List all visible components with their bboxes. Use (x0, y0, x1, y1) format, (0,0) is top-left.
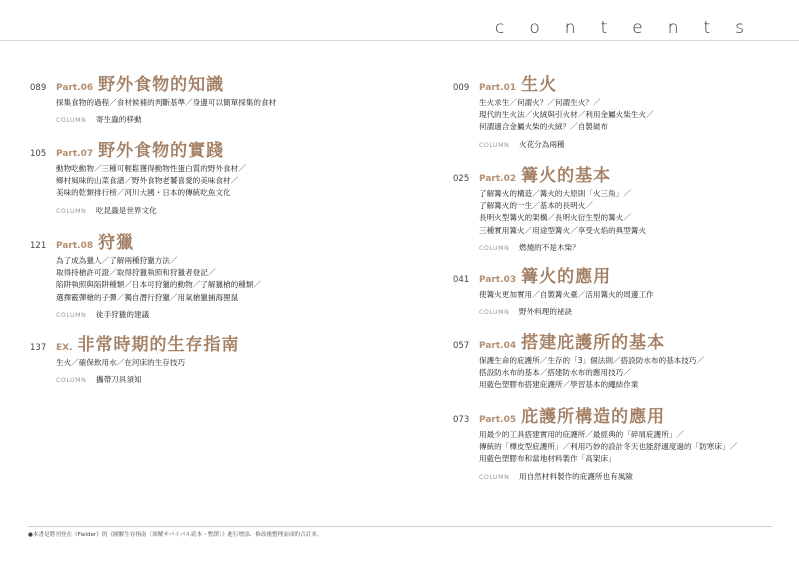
part-label: Part.07 (56, 149, 94, 159)
topic-line: 用藍色塑膠布搭建庇護所／學習基本的繩結作業 (479, 380, 639, 390)
part-title: 狩獵 (98, 233, 135, 253)
page-number: 137 (30, 343, 47, 353)
topic-line: 搭設防水布的基本／搭建防水布的應用技巧／ (479, 368, 631, 378)
topic-line: 陷阱執照與陷阱種類／日本可狩獵的動物／了解獵槍的種類／ (56, 280, 262, 290)
toc-entry-part05[interactable] (453, 402, 773, 482)
column-title: 吃昆蟲是世界文化 (96, 205, 157, 215)
bottom-rule (28, 526, 772, 527)
column-tag: COLUMN (56, 117, 87, 125)
part-label: Part.03 (479, 275, 517, 285)
part-title: 野外食物的實踐 (98, 141, 225, 161)
toc-entry-part06[interactable] (30, 70, 400, 125)
column-tag: COLUMN (56, 311, 87, 319)
page-number: 089 (30, 83, 47, 93)
toc-entry-ex[interactable] (30, 330, 400, 385)
part-title: 篝火的應用 (521, 267, 612, 287)
page-number: 121 (30, 241, 47, 251)
topic-line: 採集食物的過程／食材候補的判斷基準／身邊可以簡單採集的食材 (56, 98, 277, 107)
topic-line: 了解篝火的一生／基本的長明火／ (479, 201, 593, 211)
topic-line: 動物吃動物／三種可輕鬆獲得動物性蛋白質的野外食材／ (56, 164, 246, 173)
toc-entry-part01[interactable] (453, 70, 773, 150)
topic-line: 現代的生火法／火絨與引火材／利用金屬火柴生火／ (479, 110, 654, 120)
column-tag: COLUMN (479, 244, 510, 252)
part-title: 搭建庇護所的基本 (521, 333, 666, 353)
part-label: Part.05 (479, 415, 517, 425)
column-title: 寄生蟲的移動 (96, 115, 142, 125)
part-title: 生火 (521, 75, 558, 95)
column-tag: COLUMN (479, 309, 510, 317)
topic-line: 了解篝火的構造／篝火的大原則「火三角」／ (479, 189, 631, 198)
topic-line: 何謂適合金屬火柴的火絨？／自製破布 (479, 122, 609, 132)
column-tag: COLUMN (56, 377, 87, 385)
page-number: 041 (453, 275, 470, 285)
topic-line: 用最少的工具搭建實用的庇護所／最經典的「碎屑庇護所」／ (479, 430, 685, 439)
column-title: 徒手狩獵的建議 (96, 309, 150, 319)
toc-entry-part08[interactable] (30, 228, 400, 320)
column-title: 攜帶刀具須知 (96, 375, 142, 385)
part-label: Part.02 (479, 174, 517, 184)
topic-line: 取得持槍許可證／取得狩獵執照和狩獵者登記／ (56, 268, 216, 278)
page-number: 105 (30, 149, 47, 159)
topic-line: 美味的乾類排行榜／河川大國・日本的傳統吃魚文化 (56, 188, 231, 198)
contents-heading: contents (495, 18, 769, 38)
topic-line: 傳統的「樺皮型庇護所」／利用巧妙的設計冬天也能舒適度過的「防寒床」／ (479, 442, 738, 452)
part-label: EX. (56, 343, 73, 353)
part-label: Part.04 (479, 341, 517, 351)
column-title: 火花分為兩種 (519, 139, 565, 149)
topic-line: 生火／確保飲用水／在河床的生存技巧 (56, 358, 186, 367)
column-tag: COLUMN (479, 473, 510, 481)
part-label: Part.06 (56, 83, 94, 93)
page-number: 025 (453, 174, 470, 184)
top-rule (0, 40, 799, 41)
topic-line: 使篝火更加實用／自製篝火臺／活用篝火的周邊工作 (479, 290, 654, 299)
topic-line: 三種實用篝火／用途型篝火／享受火焰的典型篝火 (479, 225, 647, 235)
column-tag: COLUMN (479, 141, 510, 149)
part-label: Part.01 (479, 83, 517, 93)
footnote: ●本書是將刊登在《Fielder》的《圖解生存指南〔図解サバイバル読本・暫譯〕》進行增添、修改後整理而成的合訂本。 (28, 532, 323, 538)
page-number: 009 (453, 83, 470, 93)
page-number: 073 (453, 415, 470, 425)
topic-line: 長明火型篝火的架構／長明火衍生型的篝火／ (479, 213, 631, 223)
topic-line: 保護生命的庇護所／生存的「3」個法則／搭設防水布的基本技巧／ (479, 356, 705, 365)
topic-line: 鄉村風味的山菜食譜／野外食物老饕喜愛的美味食材／ (56, 176, 239, 186)
topic-line: 生火求生／何謂火？／何謂生火？／ (479, 98, 601, 107)
toc-entry-part07[interactable] (30, 136, 400, 216)
part-title: 篝火的基本 (521, 166, 612, 186)
part-title: 野外食物的知識 (98, 75, 225, 95)
toc-entry-part03[interactable] (453, 262, 773, 317)
topic-line: 用藍色塑膠布和當地材料製作「高架床」 (479, 454, 616, 464)
topic-line: 選擇霰彈槍的子彈／獨自潛行狩獵／用氣槍獵捕海狸鼠 (56, 292, 239, 302)
part-title: 非常時期的生存指南 (77, 335, 240, 355)
column-title: 用自然材料製作的庇護所也有風險 (519, 471, 633, 481)
column-tag: COLUMN (56, 207, 87, 215)
part-title: 庇護所構造的應用 (521, 407, 666, 427)
column-title: 燃燒的不是木柴？ (519, 242, 580, 252)
toc-entry-part04[interactable] (453, 328, 773, 392)
topic-line: 為了成為獵人／了解兩種狩獵方法／ (56, 256, 178, 265)
toc-entry-part02[interactable] (453, 161, 773, 253)
column-title: 野外料理的祕訣 (519, 307, 573, 317)
part-label: Part.08 (56, 241, 94, 251)
page-number: 057 (453, 341, 470, 351)
